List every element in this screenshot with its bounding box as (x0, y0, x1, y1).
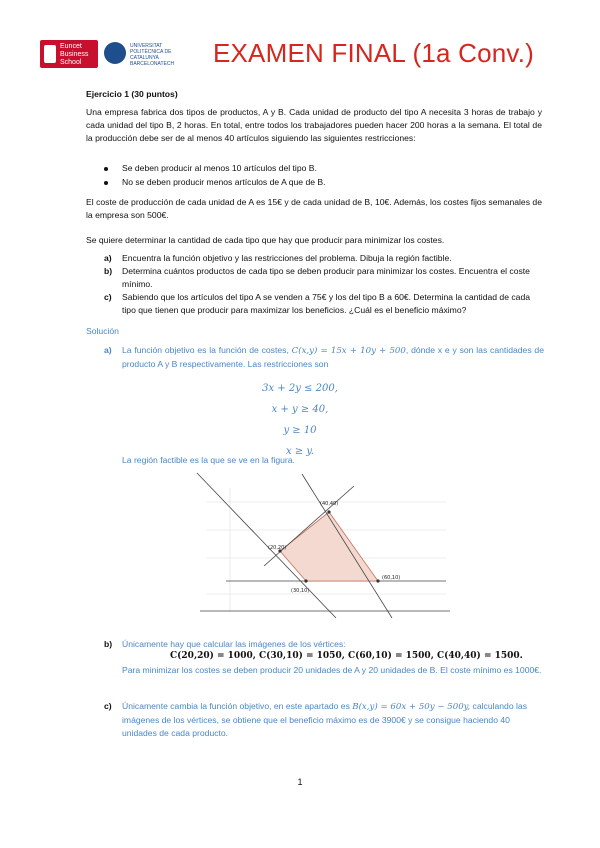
constraint: x ≥ y. (286, 446, 314, 457)
solution-a: a) La función objetivo es la función de costes, C(x,y) = 15x + 10y + 500, dónde x e y son las cantidades de producto A y B respectivamente. Las restricciones son (104, 345, 544, 369)
solution-b-conclusion: Para minimizar los costes se deben producir 20 unidades de A y 20 unidades de B. El coste mínimo es 1000€. (122, 665, 542, 675)
constraint: 3x + 2y ≤ 200, (262, 383, 338, 394)
upc-logo-text: UNIVERSITAT POLITÈCNICA DE CATALUNYA BARCELONATECH (130, 43, 175, 67)
cost-formula: C(x,y) = 15x + 10y + 500 (291, 346, 406, 356)
vertex-images: C(20,20) = 1000, C(30,10) = 1050, C(60,10) = 1500, C(40,40) = 1500. (170, 651, 523, 661)
vertex-label: (40,40) (320, 501, 339, 507)
exercise-heading: Ejercicio 1 (30 puntos) (86, 89, 178, 99)
list-item: c) Sabiendo que los artículos del tipo A se venden a 75€ y los del tipo B a 60€. Determina la cantidad de cada tipo que tienen que producir para maximizar los beneficios. ¿Cuál es el beneficio máximo? (104, 292, 531, 315)
euncet-logo (40, 40, 98, 68)
vertex-label: (20,20) (268, 545, 287, 551)
exercise-goal: Se quiere determinar la cantidad de cada tipo que hay que producir para minimizar los costes. (86, 235, 445, 245)
region-text: La región factible es la que se ve en la figura. (122, 455, 295, 465)
vertex-point (304, 579, 307, 582)
logo-text: Euncet Business School (60, 43, 89, 66)
logo-mark-icon (44, 45, 56, 63)
constraint: y ≥ 10 (283, 425, 317, 436)
page-number: 1 (297, 777, 303, 787)
exercise-intro: Una empresa fabrica dos tipos de productos, A y B. Cada unidad de producto del tipo A necesita 3 horas de trabajo y cada unidad del tipo B, 2 horas. En total, entre todos los trabajadores pueden hacer 200 horas a la semana. El total de la producción debe ser de al menos 40 artículos siguiendo las siguientes restricciones: (86, 107, 542, 143)
solution-c: c) Únicamente cambia la función objetivo, en este apartado es B(x,y) = 60x + 50y − 500y, calculando las imágenes de los vértices, se obtiene que el beneficio máximo es de 3900€ y se consigue haciendo 40 unidades de cada producto. (104, 701, 527, 738)
constraint: x + y ≥ 40, (271, 404, 329, 415)
exercise-costs: El coste de producción de cada unidad de A es 15€ y de cada unidad de B, 10€. Además, los costes fijos semanales de la empresa son 500€. (86, 197, 542, 220)
solution-b: b) Únicamente hay que calcular las imágenes de los vértices: (104, 639, 346, 649)
bullet-icon (104, 167, 108, 171)
upc-logo (104, 40, 194, 68)
vertex-point (327, 510, 330, 513)
profit-formula: B(x,y) = 60x + 50y − 500y, (352, 702, 471, 712)
feasible-region-figure (196, 472, 450, 618)
vertex-point (376, 579, 379, 582)
constraints-block (240, 378, 360, 462)
list-item: b) Determina cuántos productos de cada tipo se deben producir para minimizar los costes. Encuentra el coste mínimo. (104, 266, 530, 289)
vertex-label: (30,10) (291, 588, 310, 594)
vertex-label: (60,10) (382, 575, 401, 581)
upc-seal-icon (104, 42, 126, 64)
page-title: EXAMEN FINAL (1a Conv.) (212, 38, 534, 68)
bullet-icon (104, 181, 108, 185)
list-item: a) Encuentra la función objetivo y las restricciones del problema. Dibuja la región factible. (104, 253, 452, 263)
solution-heading: Solución (86, 326, 119, 336)
